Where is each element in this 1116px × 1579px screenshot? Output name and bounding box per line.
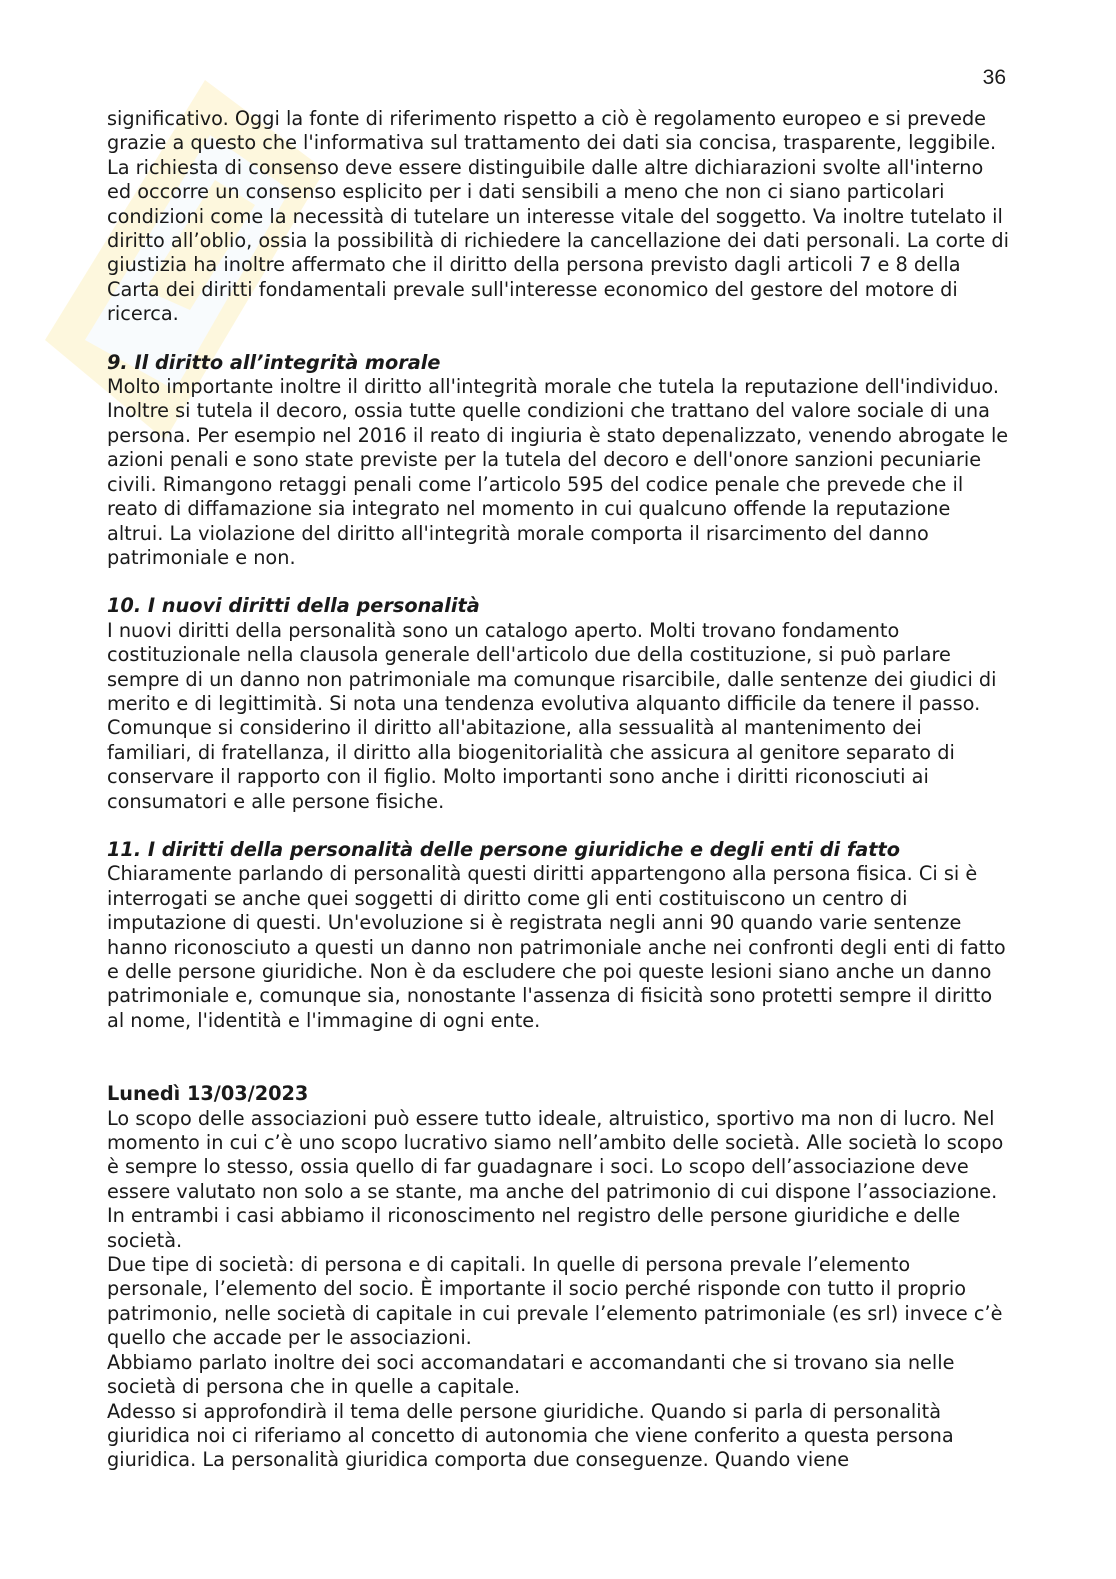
lesson-paragraph: Adesso si approfondirà il tema delle persone giuridiche. Quando si parla di personalità giuridica noi ci riferiamo al concetto di autonomia che viene conferito a questa persona giuridica. La personalità giuridica comporta due conseguenze. Quando viene	[107, 1399, 954, 1472]
lesson-paragraph: Lo scopo delle associazioni può essere tutto ideale, altruistico, sportivo ma non di lucro. Nel momento in cui c’è uno scopo lucrativo siamo nell’ambito delle società. Alle società lo scopo è sempre lo stesso, ossia quello di far guadagnare i soci. Lo scopo dell’associazione deve essere valutato non solo a se stante, ma anche del patrimonio di cui dispone l’associazione. In entrambi i casi abbiamo il riconoscimento nel registro delle persone giuridiche e delle società.	[107, 1106, 1004, 1252]
intro-paragraph: significativo. Oggi la fonte di riferimento rispetto a ciò è regolamento europeo e si prevede grazie a questo che l'informativa sul trattamento dei dati sia concisa, trasparente, leggibile. La richiesta di consenso deve essere distinguibile dalle altre dichiarazioni svolte all'interno ed occorre un consenso esplicito per i dati sensibili a meno che non ci siano particolari condizioni come la necessità di tutelare un interesse vitale del soggetto. Va inoltre tutelato il diritto all’oblio, ossia la possibilità di richiedere la cancellazione dei dati personali. La corte di giustizia ha inoltre affermato che il diritto della persona previsto dagli articoli 7 e 8 della Carta dei diritti fondamentali prevale sull'interesse economico del gestore del motore di ricerca.	[107, 107, 1009, 326]
section-heading: 11. I diritti della personalità delle persone giuridiche e degli enti di fatto	[107, 837, 900, 861]
page-number: 36	[982, 66, 1006, 89]
lesson-paragraph: Abbiamo parlato inoltre dei soci accomandatari e accomandanti che si trovano sia nelle società di persona che in quelle a capitale.	[107, 1350, 955, 1399]
section-integrita-morale	[107, 351, 1012, 571]
section-paragraph: I nuovi diritti della personalità sono un catalogo aperto. Molti trovano fondamento costituzionale nella clausola generale dell'articolo due della costituzione, si può parlare sempre di un danno non patrimoniale ma comunque risarcibile, dalle sentenze dei giudici di merito e di legittimità. Si nota una tendenza evolutiva alquanto difficile da tenere il passo. Comunque si considerino il diritto all'abitazione, alla sessualità al mantenimento dei familiari, di fratellanza, il diritto alla biogenitorialità che assicura al genitore separato di conservare il rapporto con il figlio. Molto importanti sono anche i diritti riconosciuti ai consumatori e alle persone fisiche.	[107, 618, 997, 813]
section-heading: 10. I nuovi diritti della personalità	[107, 594, 480, 618]
section-heading: 9. Il diritto all’integrità morale	[107, 350, 441, 374]
section-paragraph: Molto importante inoltre il diritto all'integrità morale che tutela la reputazione dell'individuo. Inoltre si tutela il decoro, ossia tutte quelle condizioni che trattano del valore sociale di una persona. Per esempio nel 2016 il reato di ingiuria è stato depenalizzato, venendo abrogate le azioni penali e sono state previste per la tutela del decoro e dell'onore sanzioni pecuniarie civili. Rimangono retaggi penali come l’articolo 595 del codice penale che prevede che il reato di diffamazione sia integrato nel momento in cui qualcuno offende la reputazione altrui. La violazione del diritto all'integrità morale comporta il risarcimento del danno patrimoniale e non.	[107, 375, 1009, 569]
section-nuovi-diritti	[107, 594, 1012, 814]
section-paragraph: Chiaramente parlando di personalità questi diritti appartengono alla persona fisica. Ci si è interrogati se anche quei soggetti di diritto come gli enti costituiscono un centro di imputazione di questi. Un'evoluzione si è registrata negli anni 90 quando varie sentenze hanno riconosciuto a questi un danno non patrimoniale anche nei confronti degli enti di fatto e delle persone giuridiche. Non è da escludere che poi queste lesioni siano anche un danno patrimoniale e, comunque sia, nonostante l'assenza di fisicità sono protetti sempre il diritto al nome, l'identità e l'immagine di ogni ente.	[107, 862, 1006, 1032]
lesson-section	[107, 1082, 1012, 1473]
section-persone-giuridiche	[107, 838, 1012, 1033]
lesson-paragraph: Due tipe di società: di persona e di capitali. In quelle di persona prevale l’elemento personale, l’elemento del socio. È importante il socio perché risponde con tutto il proprio patrimonio, nelle società di capitale in cui prevale l’elemento patrimoniale (es srl) invece c’è quello che accade per le associazioni.	[107, 1253, 1003, 1350]
lesson-date-heading: Lunedì 13/03/2023	[107, 1082, 309, 1106]
document-body	[107, 107, 1012, 1473]
